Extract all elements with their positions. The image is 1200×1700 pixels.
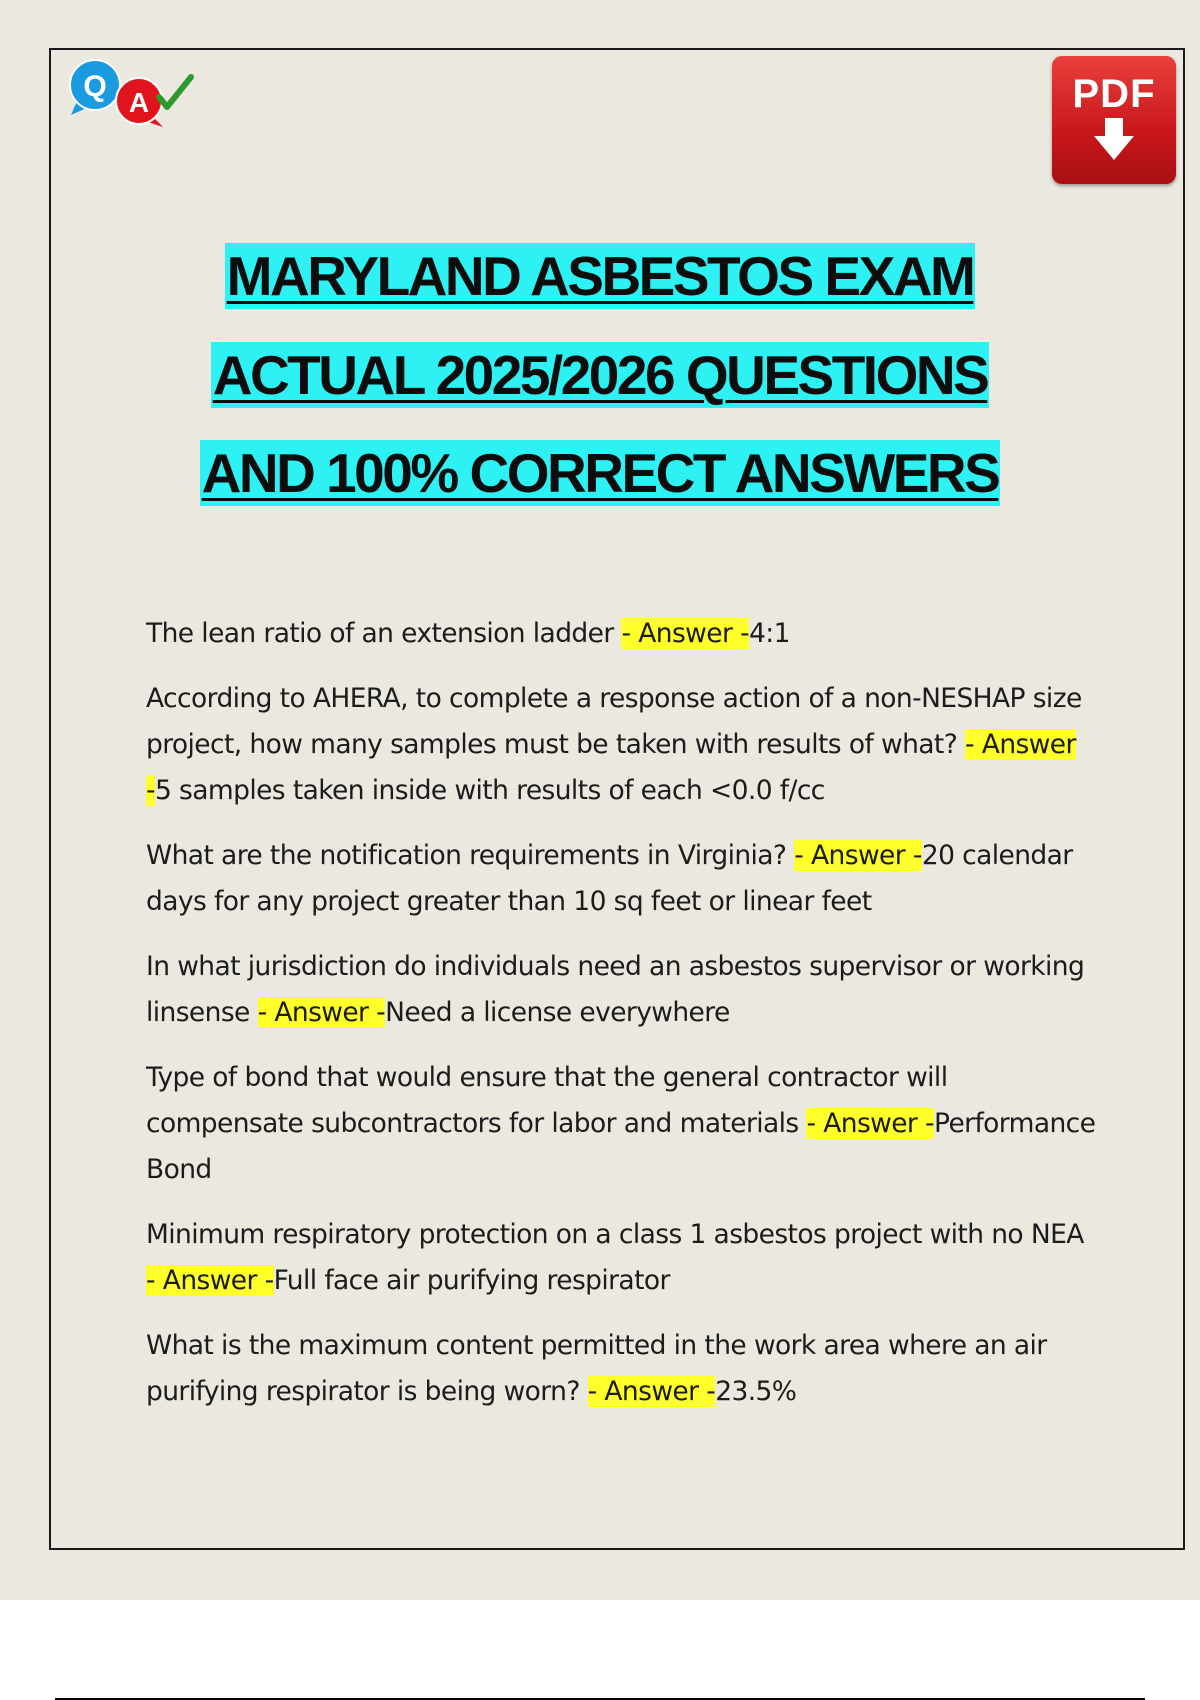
download-arrow-icon <box>1094 118 1134 162</box>
answer-tag: - Answer - <box>806 1108 935 1139</box>
title-text-1: MARYLAND ASBESTOS EXAM <box>226 245 974 307</box>
qa-item <box>146 1323 1096 1415</box>
question-text: In what jurisdiction do individuals need an asbestos supervisor or working linsense <box>146 951 1085 1028</box>
answer-text: 23.5% <box>715 1376 797 1407</box>
answer-tag: - Answer - <box>257 997 386 1028</box>
qa-item <box>146 611 1096 657</box>
qa-logo-icon <box>67 57 195 127</box>
answer-text: Performance Bond <box>146 1108 1096 1185</box>
answer-text: Need a license everywhere <box>385 997 730 1028</box>
question-text: Type of bond that would ensure that the general contractor will compensate subcontractors for labor and materials <box>146 1062 948 1139</box>
check-icon <box>159 77 191 107</box>
answer-text: 5 samples taken inside with results of each <0.0 f/cc <box>154 775 825 806</box>
question-text: What is the maximum content permitted in the work area where an air purifying respirator is being worn? <box>146 1330 1047 1407</box>
logo-q-letter: Q <box>83 70 107 103</box>
answer-tag: - Answer - <box>794 840 922 871</box>
pdf-label: PDF <box>1072 72 1156 116</box>
title-text-2: ACTUAL 2025/2026 QUESTIONS <box>212 344 988 406</box>
answer-text: Full face air purifying respirator <box>273 1265 670 1296</box>
qa-item <box>146 944 1096 1036</box>
answer-tag: - Answer - <box>587 1376 716 1407</box>
qa-item <box>146 676 1096 814</box>
answer-tag: - Answer - <box>146 729 1076 806</box>
logo-a-letter: A <box>128 87 150 118</box>
answer-text: 4:1 <box>749 618 790 649</box>
qa-item <box>146 1055 1096 1193</box>
title-line-1 <box>0 243 1200 313</box>
answer-tag: - Answer - <box>146 1265 274 1296</box>
title-line-2 <box>0 342 1200 412</box>
title-text-3: AND 100% CORRECT ANSWERS <box>201 442 999 504</box>
title-line-3 <box>0 440 1200 510</box>
pdf-download-button[interactable] <box>1052 56 1176 184</box>
qa-item <box>146 833 1096 925</box>
answer-text: 20 calendar days for any project greater than 10 sq feet or linear feet <box>146 840 1073 917</box>
answer-tag: - Answer - <box>621 618 750 649</box>
question-text: What are the notification requirements in Virginia? <box>146 840 795 871</box>
qa-list <box>146 611 1096 1434</box>
question-text: According to AHERA, to complete a response action of a non-NESHAP size project, how many samples must be taken with results of what? <box>146 683 1082 760</box>
question-text: Minimum respiratory protection on a class 1 asbestos project with no NEA <box>146 1219 1084 1250</box>
qa-item <box>146 1212 1096 1304</box>
question-text: The lean ratio of an extension ladder <box>146 618 622 649</box>
